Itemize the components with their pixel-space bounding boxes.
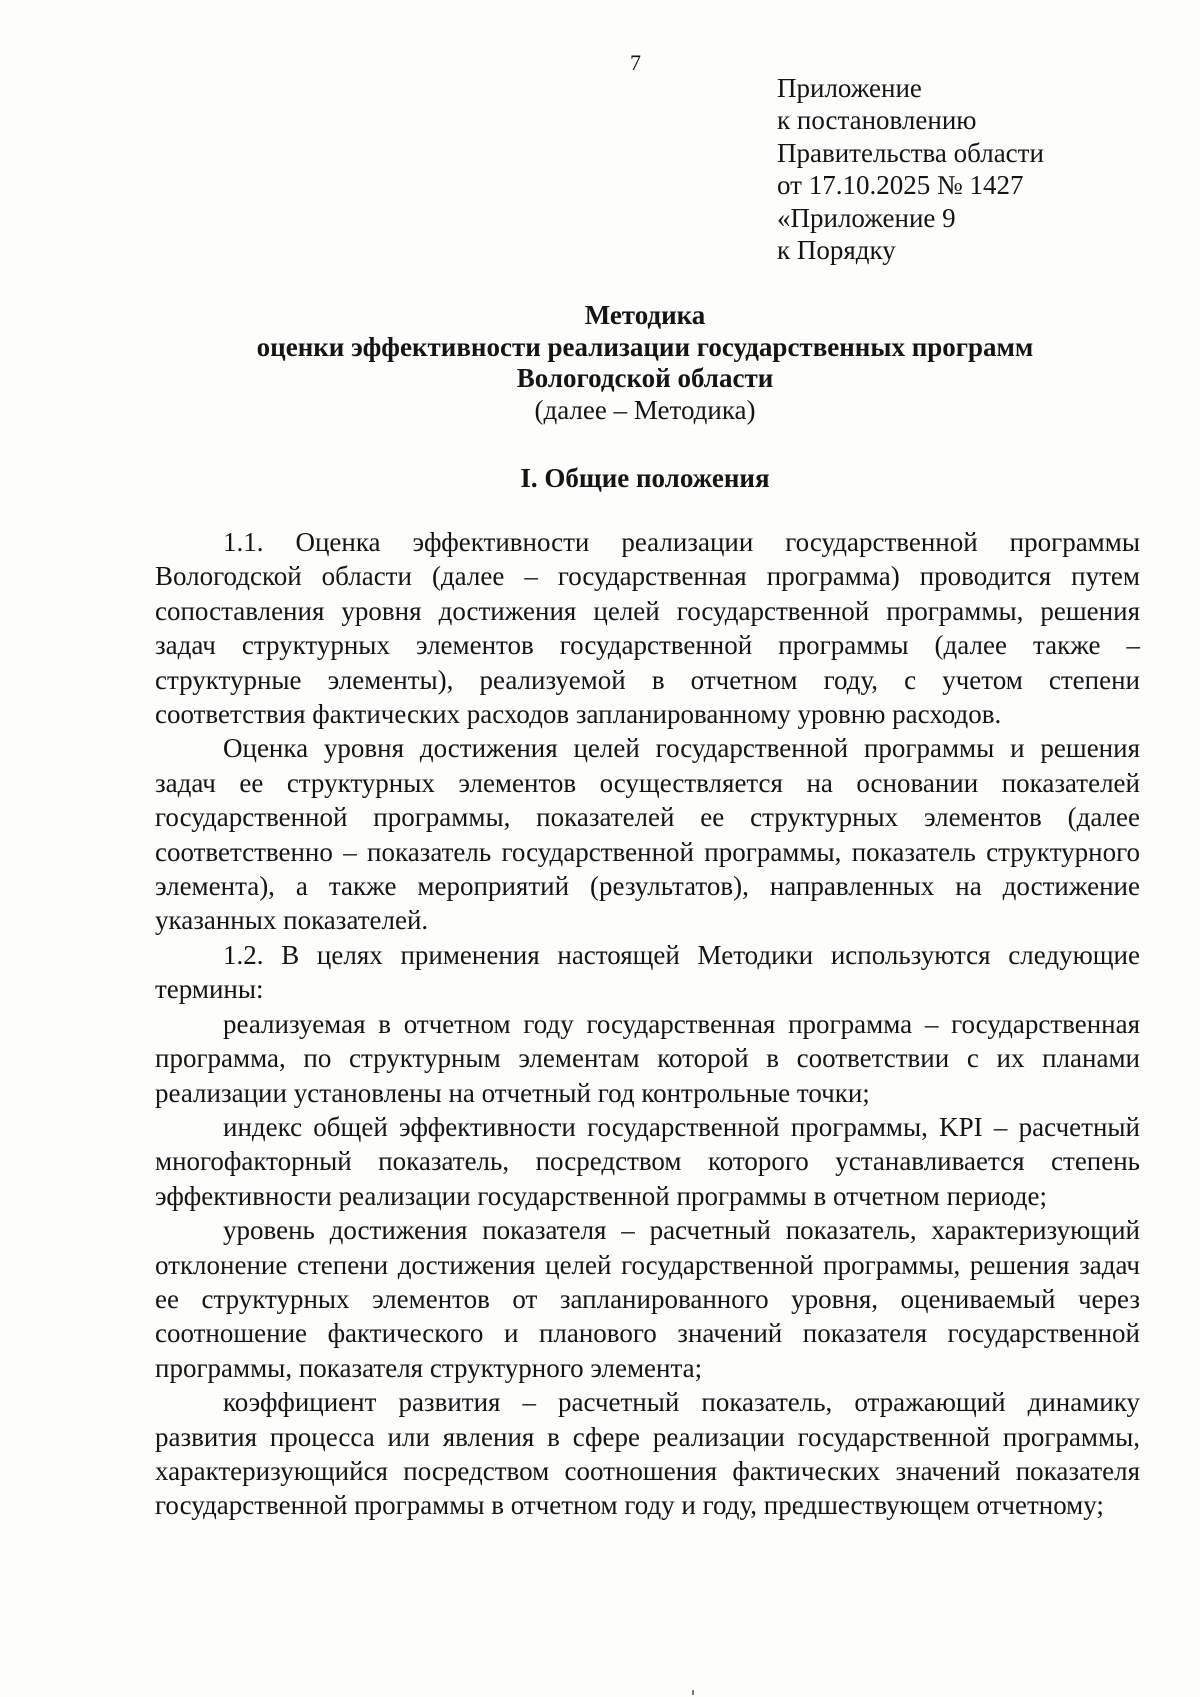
title-subject: оценки эффективности реализации государственных программ [256,331,1034,362]
title-main: Методика [584,300,706,330]
document-title [120,300,1170,426]
title-short-name: (далее – Методика) [534,394,756,425]
annex-line: от 17.10.2025 № 1427 [777,170,1024,201]
paragraph: 1.2. В целях применения настоящей Методики используются следующие термины: [155,939,1140,1005]
annex-reference [777,72,1177,266]
body-text [155,525,1140,1523]
paragraph: индекс общей эффективности государственной программы, KPI – расчетный многофакторный показатель, посредством которого устанавливается степень эффективности реализации государственной программы в отчетном периоде; [155,1111,1140,1211]
annex-line: Приложение [777,73,922,103]
paragraph: Оценка уровня достижения целей государственной программы и решения задач ее структурных элементов осуществляется на основании показателей государственной программы, показателей ее структурных элементов (далее соответственно – показатель государственной программы, показатель структурного элемента), а также мероприятий (результатов), направленных на достижение указанных показателей. [155,733,1140,936]
paragraph: уровень достижения показателя – расчетный показатель, характеризующий отклонение степени достижения целей государственной программы, решения задач ее структурных элементов от запланированного уровня, оцениваемый через соотношение фактического и планового значений показателя государственной программы, показателя структурного элемента; [155,1215,1140,1383]
paragraph: 1.1. Оценка эффективности реализации государственной программы Вологодской области (далее – государственная программа) проводится путем сопоставления уровня достижения целей государственной программы, решения задач структурных элементов государственной программы (далее также – структурные элементы), реализуемой в отчетном году, с учетом степени соответствия фактических расходов запланированному уровню расходов. [155,527,1140,730]
scan-mark [692,1690,694,1695]
annex-line: к Порядку [777,235,896,266]
annex-line: к постановлению [777,105,977,136]
section-heading: I. Общие положения [520,463,770,493]
page-number: 7 [630,50,641,75]
title-region: Вологодской области [516,363,774,393]
annex-line: «Приложение 9 [777,202,956,233]
paragraph: коэффициент развития – расчетный показатель, отражающий динамику развития процесса или явления в сфере реализации государственной программы, характеризующийся посредством соотношения фактических значений показателя государственной программы в отчетном году и году, предшествующем отчетному; [155,1387,1140,1521]
paragraph: реализуемая в отчетном году государственная программа – государственная программа, по структурным элементам которой в соответствии с их планами реализации установлены на отчетный год контрольные точки; [155,1008,1140,1108]
annex-line: Правительства области [777,137,1044,168]
